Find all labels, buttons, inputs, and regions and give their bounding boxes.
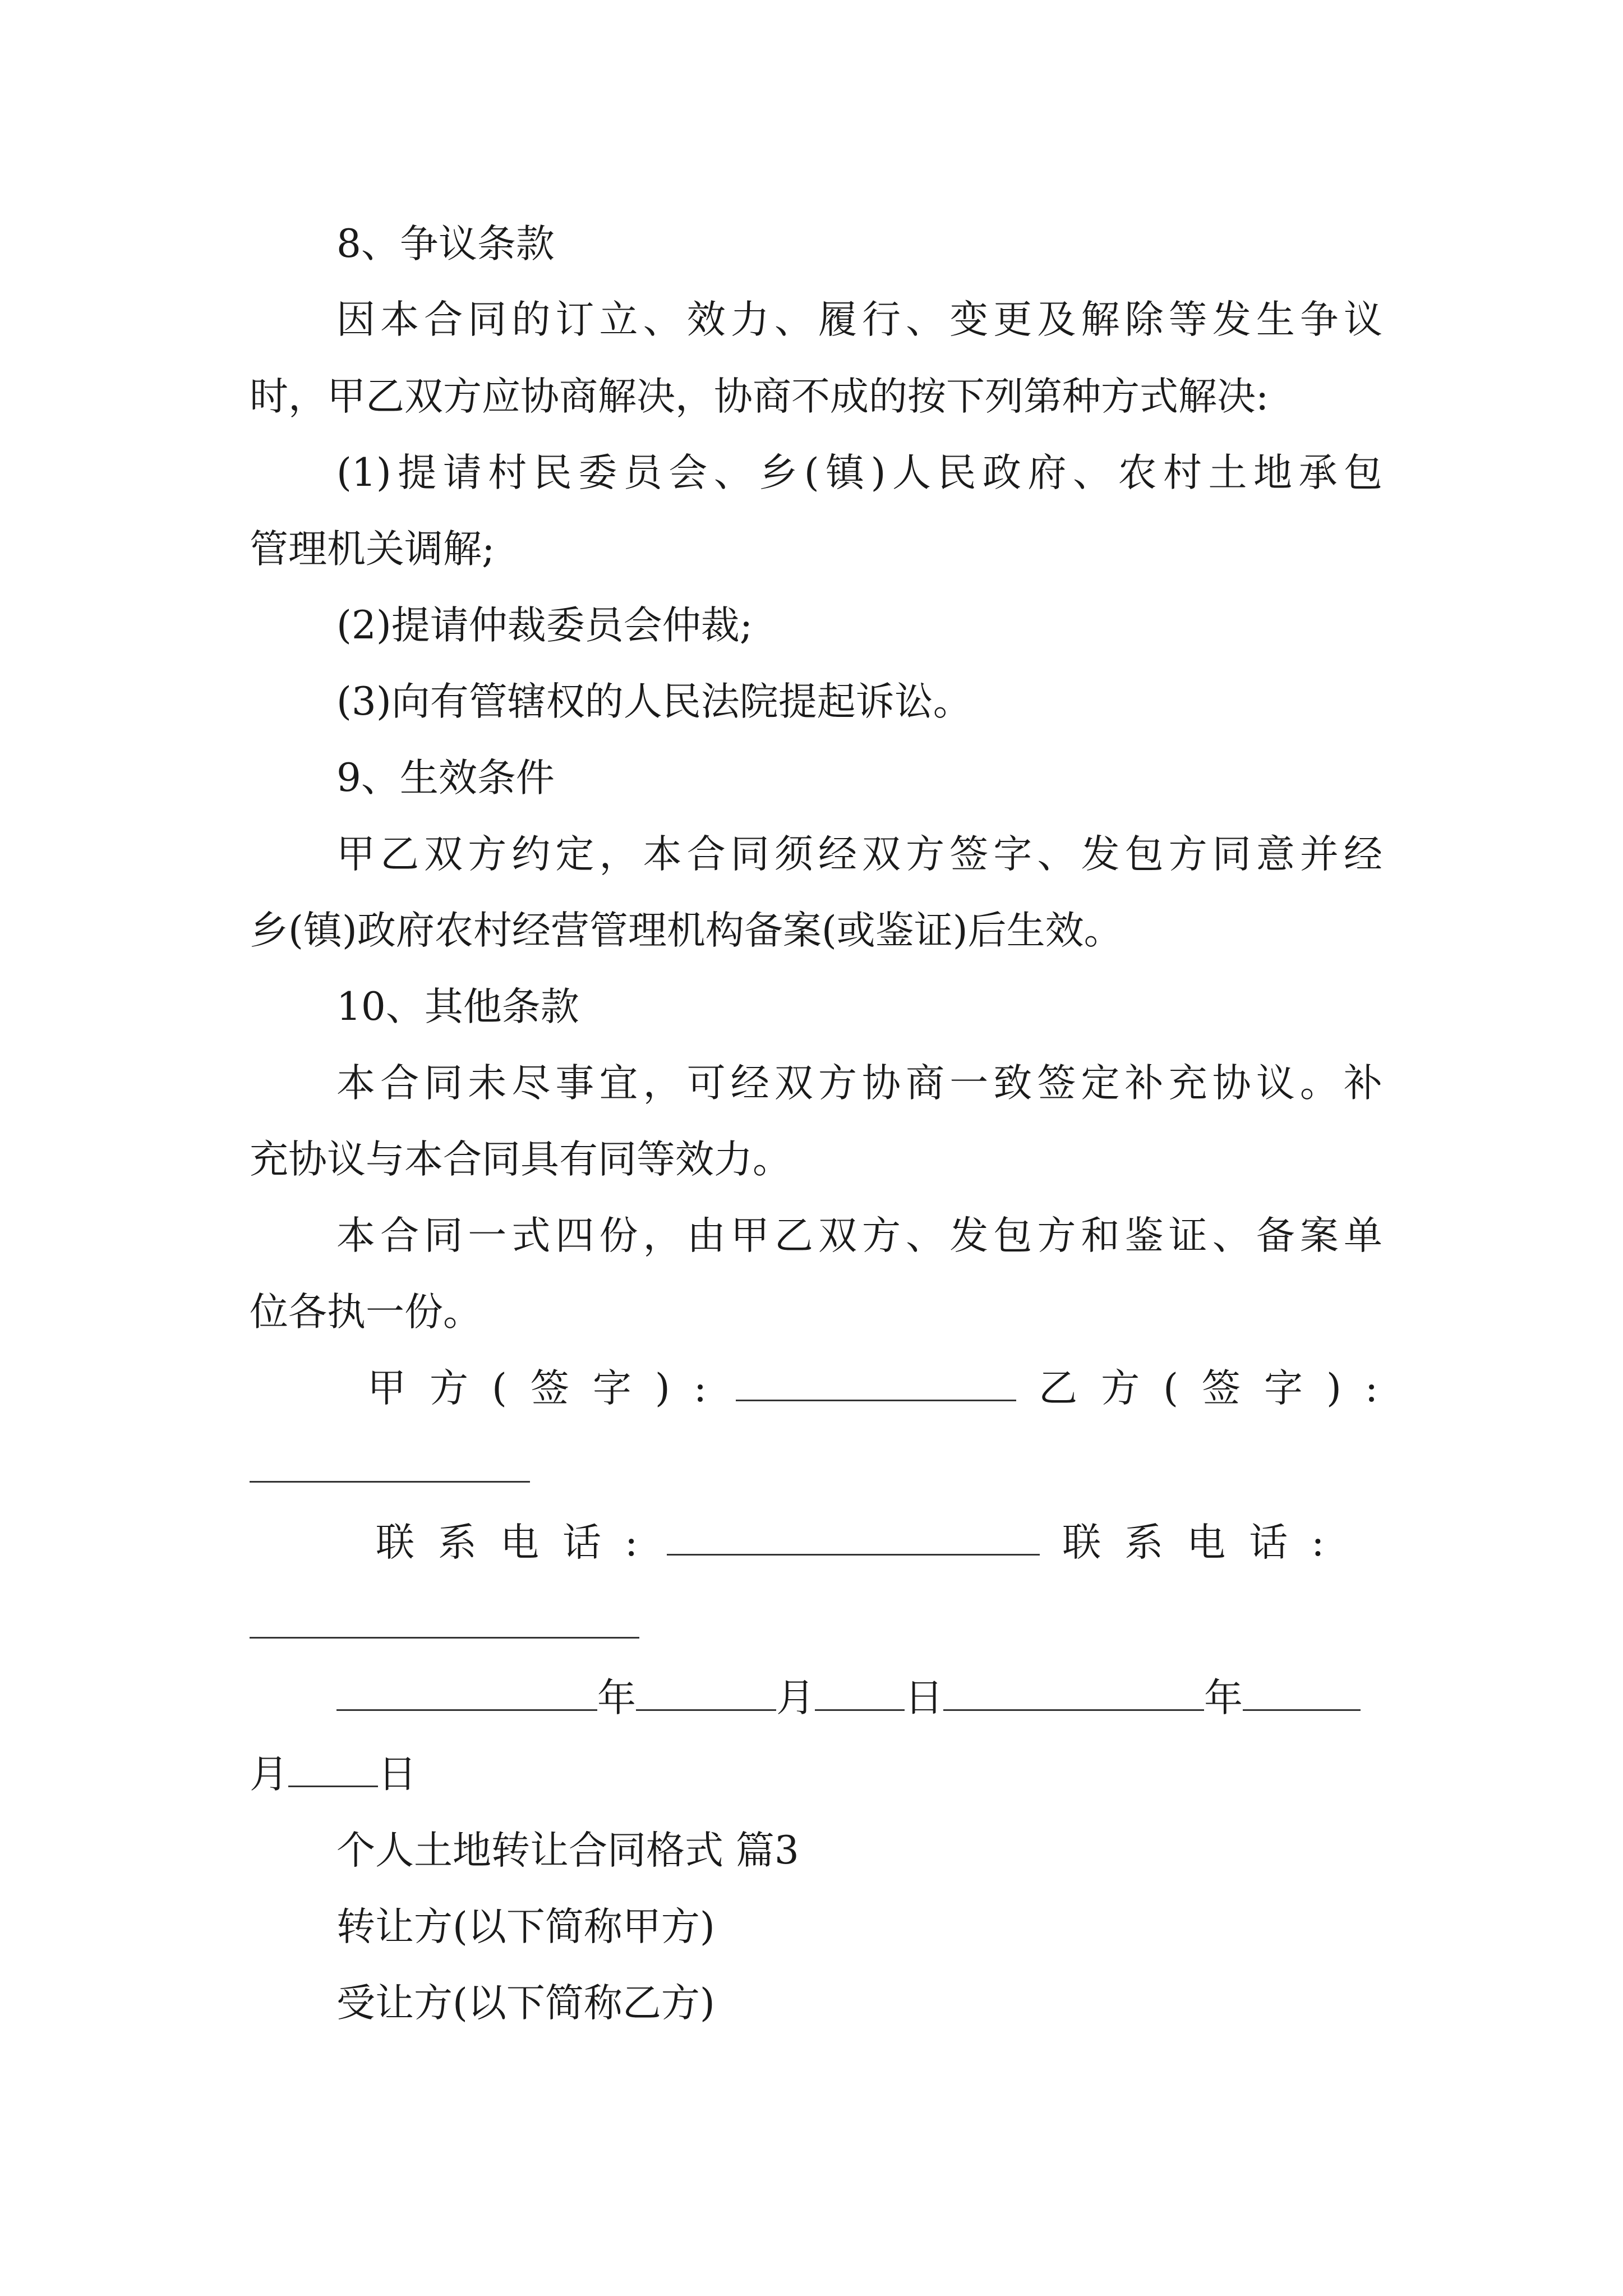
section-9-paragraph-line-1: 甲乙双方约定，本合同须经双方签字、发包方同意并经 (336, 832, 1382, 877)
transferor-line: 转让方(以下简称甲方) (336, 1904, 715, 1949)
party-a-signature-label: 甲方(签字): (367, 1366, 731, 1411)
date-row-continued (250, 1749, 417, 1800)
section-8-paragraph-line-2: 时，甲乙双方应协商解决，协商不成的按下列第种方式解决: (250, 374, 1269, 419)
section-10-paragraph-2-line-1: 本合同一式四份，由甲乙双方、发包方和鉴证、备案单 (336, 1213, 1382, 1258)
date-a-year-label: 年 (597, 1676, 636, 1720)
party-b-phone-blank (250, 1637, 639, 1639)
date-a-year-blank (336, 1676, 597, 1711)
section-8-item-3: (3)向有管辖权的人民法院提起诉讼。 (336, 679, 972, 724)
date-b-year-label: 年 (1204, 1676, 1243, 1720)
party-a-signature-row (367, 1363, 1401, 1414)
party-a-phone-label: 联系电话: (376, 1520, 662, 1565)
section-10-paragraph-1-line-2: 充协议与本合同具有同等效力。 (250, 1137, 791, 1182)
date-b-day-label: 日 (378, 1752, 417, 1797)
date-b-day-blank (288, 1752, 378, 1787)
date-a-month-label: 月 (776, 1676, 815, 1720)
section-8-heading: 8、争议条款 (336, 222, 555, 266)
date-a-day-blank (815, 1676, 905, 1711)
party-b-signature-label: 乙方(签字): (1039, 1366, 1402, 1411)
section-8-item-1-line-1: (1)提请村民委员会、乡(镇)人民政府、农村土地承包 (336, 450, 1382, 495)
date-row (336, 1673, 1361, 1723)
party-b-signature-blank (250, 1481, 530, 1483)
section-9-heading: 9、生效条件 (336, 756, 555, 800)
party-a-signature-blank (736, 1366, 1016, 1401)
next-contract-title: 个人土地转让合同格式 篇3 (336, 1828, 799, 1873)
date-b-month-blank (1243, 1676, 1361, 1711)
section-10-paragraph-2-line-2: 位各执一份。 (250, 1290, 482, 1335)
phone-row (376, 1517, 1348, 1568)
section-8-item-1-line-2: 管理机关调解; (250, 527, 495, 572)
date-b-month-label: 月 (250, 1752, 288, 1797)
section-9-paragraph-line-2: 乡(镇)政府农村经营管理机构备案(或鉴证)后生效。 (250, 908, 1123, 953)
transferee-line: 受让方(以下简称乙方) (336, 1981, 715, 2026)
section-10-paragraph-1-line-1: 本合同未尽事宜，可经双方协商一致签定补充协议。补 (336, 1061, 1382, 1106)
date-a-month-blank (636, 1676, 776, 1711)
party-a-phone-blank (667, 1520, 1040, 1556)
section-8-item-2: (2)提请仲裁委员会仲裁; (336, 603, 753, 648)
section-10-heading: 10、其他条款 (336, 984, 579, 1029)
party-b-phone-label: 联系电话: (1062, 1520, 1348, 1565)
date-a-day-label: 日 (905, 1676, 943, 1720)
section-8-paragraph-line-1: 因本合同的订立、效力、履行、变更及解除等发生争议 (336, 297, 1382, 342)
date-b-year-blank (943, 1676, 1204, 1711)
